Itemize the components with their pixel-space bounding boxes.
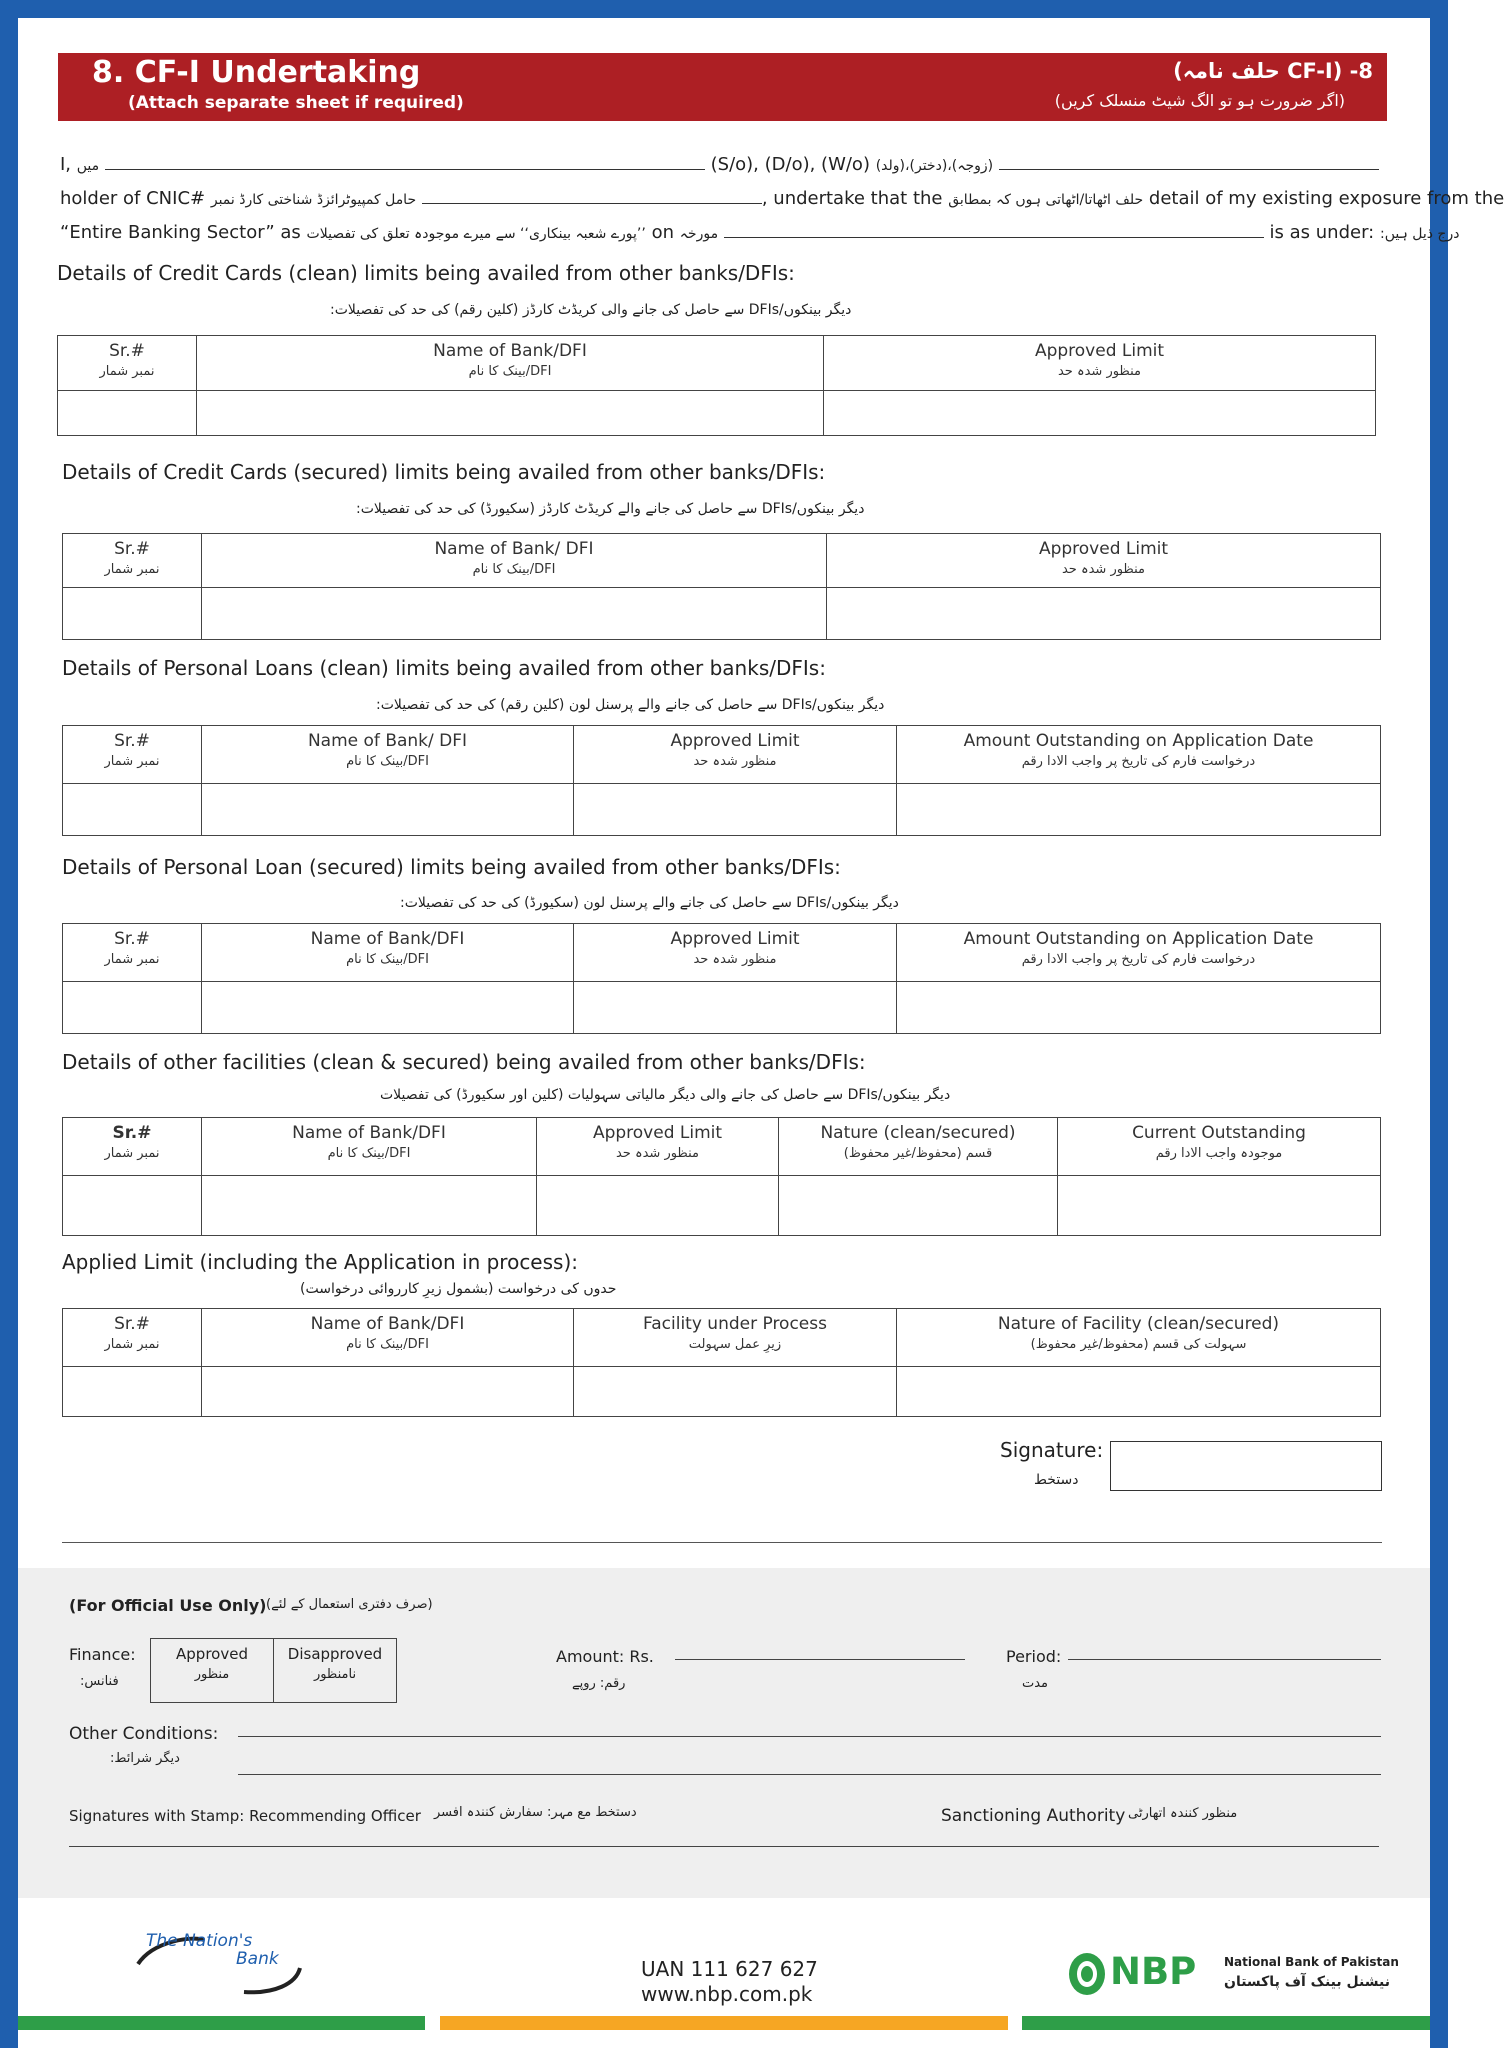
input-cell[interactable] bbox=[1058, 1176, 1381, 1236]
section-title-urdu: دیگر بینکوں/DFIs سے حاصل کی جانے والے کریڈٹ کارڈز (سکیورڈ) کی حد کی تفصیلات: bbox=[356, 501, 865, 517]
bank-name: National Bank of Pakistan bbox=[1224, 1955, 1399, 1969]
amount-label-urdu: رقم: روپے bbox=[572, 1676, 626, 1691]
form-header bbox=[58, 53, 1387, 121]
date-field[interactable] bbox=[724, 219, 1264, 238]
col-sr: Sr.# نمبر شمار bbox=[58, 336, 197, 391]
divider bbox=[62, 1542, 1382, 1543]
input-cell[interactable] bbox=[779, 1176, 1058, 1236]
input-cell[interactable] bbox=[202, 1176, 537, 1236]
section-title: Details of Credit Cards (clean) limits being availed from other banks/DFIs: bbox=[57, 261, 795, 285]
footer-stripe-green bbox=[18, 2016, 425, 2030]
input-cell[interactable] bbox=[63, 982, 202, 1034]
signature-box[interactable] bbox=[1110, 1441, 1382, 1491]
other-conditions-field[interactable] bbox=[238, 1736, 1381, 1737]
credit-cards-secured-table bbox=[62, 533, 1381, 640]
other-conditions-label: Other Conditions: bbox=[69, 1724, 219, 1744]
section-title-urdu: دیگر بینکوں/DFIs سے حاصل کی جانے والے پرسنل لون (سکیورڈ) کی حد کی تفصیلات: bbox=[400, 895, 899, 911]
col-limit: Approved Limit منظور شدہ حد bbox=[537, 1118, 779, 1176]
relative-name-field[interactable] bbox=[999, 151, 1379, 170]
col-outstanding: Amount Outstanding on Application Date درخواست فارم کی تاریخ پر واجب الادا رقم bbox=[897, 726, 1381, 784]
col-bank: Name of Bank/ DFI DFI/بینک کا نام bbox=[202, 726, 574, 784]
col-bank: Name of Bank/DFI DFI/بینک کا نام bbox=[202, 1118, 537, 1176]
section-title: Details of Personal Loans (clean) limits being availed from other banks/DFIs: bbox=[62, 656, 826, 680]
other-facilities-table bbox=[62, 1117, 1381, 1236]
col-limit: Approved Limit منظور شدہ حد bbox=[574, 924, 897, 982]
col-bank: Name of Bank/DFI DFI/بینک کا نام bbox=[197, 336, 824, 391]
input-cell[interactable] bbox=[897, 784, 1381, 836]
cnic-field[interactable] bbox=[422, 185, 762, 204]
nbp-emblem-icon bbox=[1067, 1951, 1107, 1997]
section-title: Details of Personal Loan (secured) limits being availed from other banks/DFIs: bbox=[62, 855, 841, 879]
tagline: The Nation's Bank bbox=[146, 1931, 279, 1969]
intro-line-2: holder of CNIC# حامل کمپیوٹرائزڈ شناختی کارڈ نمبر , undertake that the حلف اٹھاتا/اٹھاتی ہوں کہ بمطابق detail of my existing exposure from the bbox=[60, 185, 1504, 209]
col-limit: Approved Limit منظور شدہ حد bbox=[824, 336, 1376, 391]
col-bank: Name of Bank/ DFI DFI/بینک کا نام bbox=[202, 534, 827, 588]
form-subtitle: (Attach separate sheet if required) bbox=[128, 93, 464, 113]
section-title-urdu: حدوں کی درخواست (بشمول زیرِ کارروائی درخواست) bbox=[300, 1281, 617, 1297]
period-field[interactable] bbox=[1068, 1659, 1381, 1660]
section-title-urdu: دیگر بینکوں/DFIs سے حاصل کی جانے والی دیگر مالیاتی سہولیات (کلین اور سکیورڈ) کی تفصیلات bbox=[380, 1087, 951, 1103]
col-sr: Sr.# نمبر شمار bbox=[63, 924, 202, 982]
input-cell[interactable] bbox=[63, 1367, 202, 1417]
personal-loans-clean-table bbox=[62, 725, 1381, 836]
col-sr: Sr.# نمبر شمار bbox=[63, 1118, 202, 1176]
input-cell[interactable] bbox=[574, 1367, 897, 1417]
other-conditions-field-2[interactable] bbox=[238, 1774, 1381, 1775]
input-cell[interactable] bbox=[897, 982, 1381, 1034]
col-sr: Sr.# نمبر شمار bbox=[63, 726, 202, 784]
official-title-urdu: (صرف دفتری استعمال کے لئے) bbox=[266, 1597, 433, 1612]
sanctioning-authority-label: Sanctioning Authority bbox=[941, 1806, 1126, 1826]
input-cell[interactable] bbox=[202, 982, 574, 1034]
official-use-panel bbox=[18, 1568, 1430, 1898]
applied-limit-table bbox=[62, 1308, 1381, 1417]
period-label-urdu: مدت bbox=[1022, 1676, 1049, 1691]
col-outstanding: Amount Outstanding on Application Date درخواست فارم کی تاریخ پر واجب الادا رقم bbox=[897, 924, 1381, 982]
approved-box[interactable]: Approved منظور bbox=[151, 1639, 274, 1703]
other-conditions-label-urdu: دیگر شرائط: bbox=[110, 1751, 180, 1766]
signature-label-urdu: دستخط bbox=[1034, 1472, 1079, 1488]
input-cell[interactable] bbox=[63, 588, 202, 640]
finance-decision bbox=[150, 1638, 397, 1703]
section-title-urdu: دیگر بینکوں/DFIs سے حاصل کی جانے والی کریڈٹ کارڈز (کلین رقم) کی حد کی تفصیلات: bbox=[330, 302, 852, 318]
finance-label: Finance: bbox=[69, 1645, 136, 1664]
sanctioning-authority-label-urdu: منظور کنندہ اتھارٹی bbox=[1128, 1806, 1238, 1821]
nbp-logo: NBP bbox=[1110, 1950, 1197, 1993]
input-cell[interactable] bbox=[574, 784, 897, 836]
section-title: Details of Credit Cards (secured) limits being availed from other banks/DFIs: bbox=[62, 460, 826, 484]
bank-name-urdu: نیشنل بینک آف پاکستان bbox=[1224, 1974, 1390, 1990]
col-sr: Sr.# نمبر شمار bbox=[63, 534, 202, 588]
finance-label-urdu: فنانس: bbox=[80, 1674, 119, 1689]
input-cell[interactable] bbox=[202, 1367, 574, 1417]
col-sr: Sr.# نمبر شمار bbox=[63, 1309, 202, 1367]
col-current: Current Outstanding موجودہ واجب الادا رقم bbox=[1058, 1118, 1381, 1176]
contact-info bbox=[641, 1957, 818, 2007]
input-cell[interactable] bbox=[827, 588, 1381, 640]
amount-field[interactable] bbox=[675, 1659, 965, 1660]
section-title: Details of other facilities (clean & secured) being availed from other banks/DFIs: bbox=[62, 1050, 866, 1074]
input-cell[interactable] bbox=[63, 1176, 202, 1236]
recommending-officer-label-urdu: دستخط مع مہر: سفارش کنندہ افسر bbox=[434, 1805, 637, 1820]
input-cell[interactable] bbox=[202, 784, 574, 836]
input-cell[interactable] bbox=[63, 784, 202, 836]
uan-number: UAN 111 627 627 bbox=[641, 1957, 818, 1981]
input-cell[interactable] bbox=[197, 391, 824, 436]
footer-stripe-orange bbox=[440, 2016, 1008, 2030]
col-bank: Name of Bank/DFI DFI/بینک کا نام bbox=[202, 924, 574, 982]
col-bank: Name of Bank/DFI DFI/بینک کا نام bbox=[202, 1309, 574, 1367]
website-url[interactable]: www.nbp.com.pk bbox=[641, 1982, 813, 2006]
period-label: Period: bbox=[1006, 1647, 1062, 1666]
col-nature: Nature (clean/secured) قسم (محفوظ/غیر محفوظ) bbox=[779, 1118, 1058, 1176]
col-limit: Approved Limit منظور شدہ حد bbox=[827, 534, 1381, 588]
col-nature-facility: Nature of Facility (clean/secured) سہولت کی قسم (محفوظ/غیر محفوظ) bbox=[897, 1309, 1381, 1367]
input-cell[interactable] bbox=[58, 391, 197, 436]
recommending-officer-label: Signatures with Stamp: Recommending Officer bbox=[69, 1807, 421, 1825]
intro-line-3: “Entire Banking Sector” as ’’پورے شعبہ بینکاری‘‘ سے میرے موجودہ تعلق کی تفصیلات on مورخہ is as under: درج ذیل ہیں: bbox=[60, 219, 1459, 243]
amount-label: Amount: Rs. bbox=[556, 1647, 654, 1666]
form-subtitle-urdu: (اگر ضرورت ہو تو الگ شیٹ منسلک کریں) bbox=[1054, 91, 1345, 110]
input-cell[interactable] bbox=[537, 1176, 779, 1236]
form-title-urdu: CF-I) -8 حلف نامہ) bbox=[1173, 59, 1373, 83]
input-cell[interactable] bbox=[824, 391, 1376, 436]
input-cell[interactable] bbox=[574, 982, 897, 1034]
signature-line bbox=[69, 1846, 1379, 1847]
signature-label: Signature: bbox=[1000, 1438, 1104, 1462]
section-title-urdu: دیگر بینکوں/DFIs سے حاصل کی جانے والے پرسنل لون (کلین رقم) کی حد کی تفصیلات: bbox=[376, 697, 885, 713]
input-cell[interactable] bbox=[897, 1367, 1381, 1417]
section-title: Applied Limit (including the Application in process): bbox=[62, 1250, 578, 1274]
name-field[interactable] bbox=[105, 151, 705, 170]
credit-cards-clean-table bbox=[57, 335, 1376, 436]
footer-stripe-green-right bbox=[1022, 2016, 1430, 2030]
intro-line-1: I, میں (S/o), (D/o), (W/o) (زوجہ)،(دختر)،(ولد) bbox=[60, 151, 1379, 175]
form-title: 8. CF-I Undertaking bbox=[92, 55, 421, 90]
col-limit: Approved Limit منظور شدہ حد bbox=[574, 726, 897, 784]
input-cell[interactable] bbox=[202, 588, 827, 640]
official-title: (For Official Use Only) bbox=[69, 1596, 267, 1615]
col-process: Facility under Process زیرِ عمل سہولت bbox=[574, 1309, 897, 1367]
personal-loan-secured-table bbox=[62, 923, 1381, 1034]
disapproved-box[interactable]: Disapproved نامنظور bbox=[274, 1639, 397, 1703]
